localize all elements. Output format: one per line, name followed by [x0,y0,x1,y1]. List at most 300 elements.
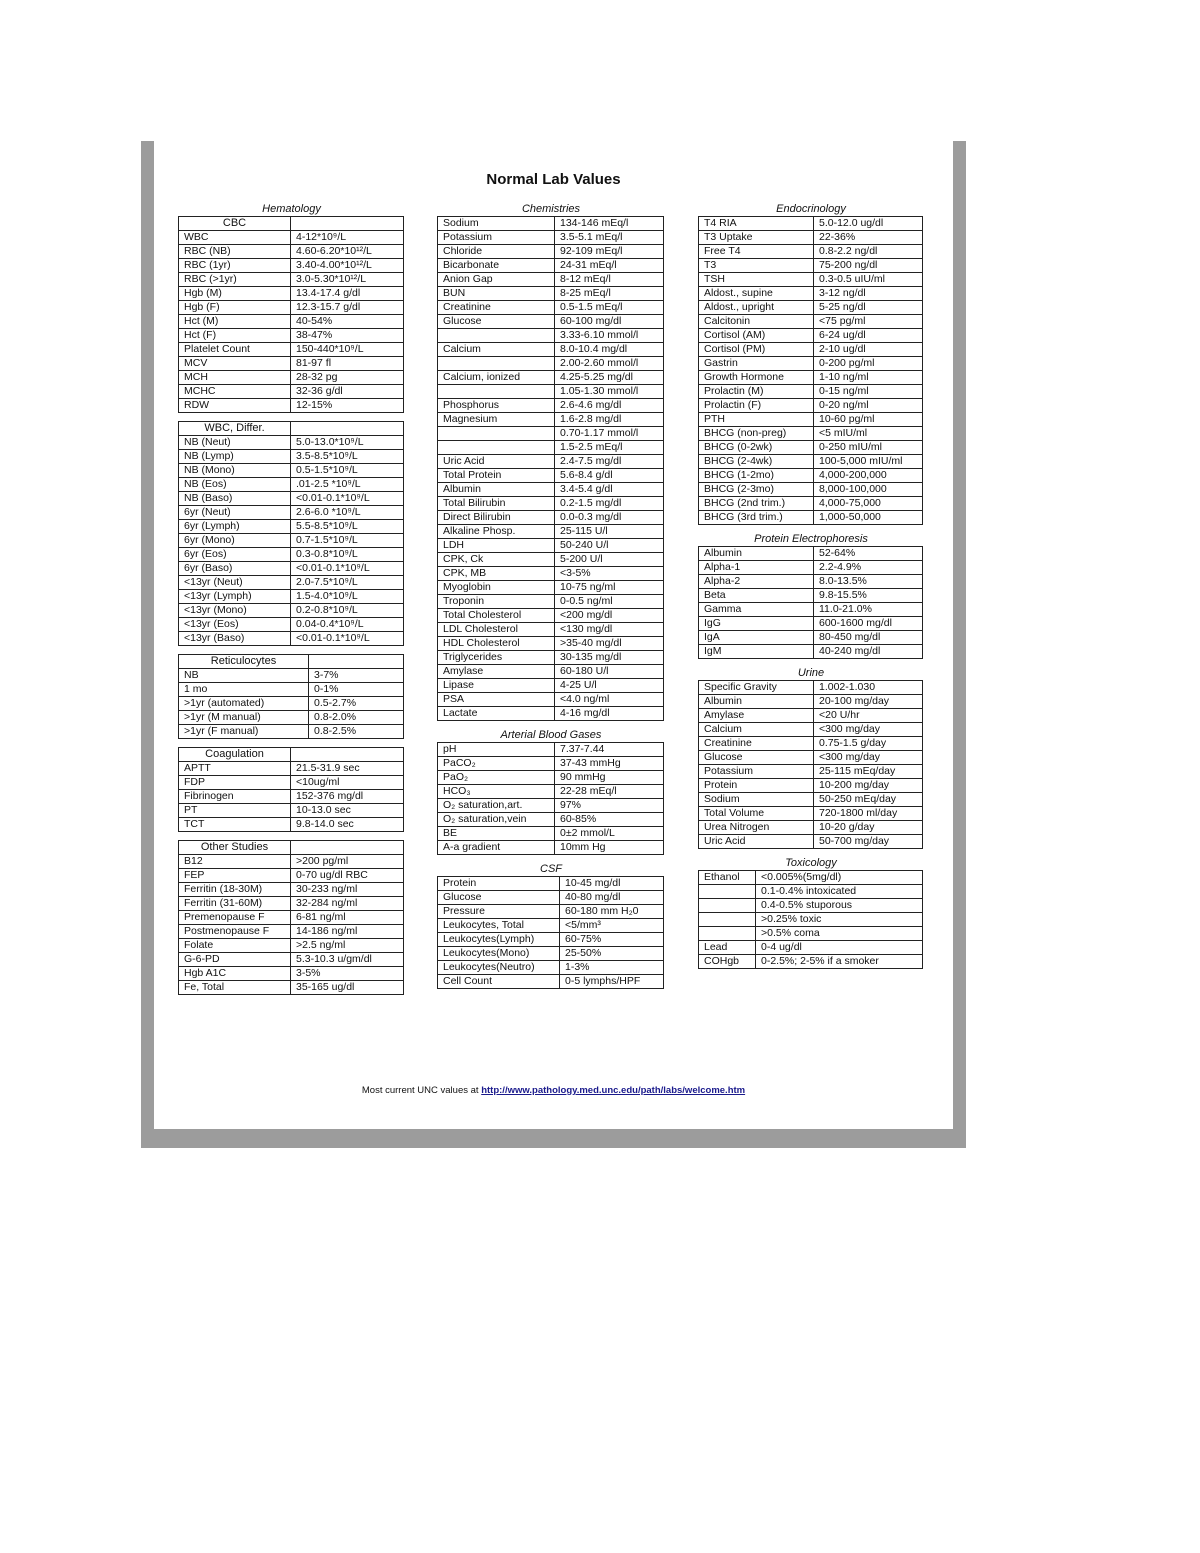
normal-value: 32-284 ng/ml [291,897,404,911]
test-name: Total Volume [699,807,814,821]
normal-value: 21.5-31.9 sec [291,762,404,776]
table-row [438,553,664,567]
test-name: Protein [699,779,814,793]
normal-value: 100-5,000 mIU/ml [814,455,923,469]
normal-value: <300 mg/day [814,723,923,737]
test-name: pH [438,743,555,757]
normal-value: 0.5-1.5*10⁹/L [291,464,404,478]
test-name: CPK, Ck [438,553,555,567]
table-endocrinology [698,216,923,525]
table-row [179,357,404,371]
test-name: Alkaline Phosp. [438,525,555,539]
normal-value: <0.005%(5mg/dl) [756,871,923,885]
table-row [699,835,923,849]
test-name: FDP [179,776,291,790]
table-row [438,427,664,441]
table-row [699,385,923,399]
test-name: BHCG (2-4wk) [699,455,814,469]
normal-value: 0±2 mmol/L [555,827,664,841]
normal-value: 35-165 ug/dl [291,981,404,995]
normal-value: 1.05-1.30 mmol/l [555,385,664,399]
test-name: IgM [699,645,814,659]
table-toxicology [698,870,923,969]
table-row [699,737,923,751]
normal-value: 5.5-8.5*10⁹/L [291,520,404,534]
table-row [438,399,664,413]
normal-value: 0.8-2.2 ng/dl [814,245,923,259]
test-name: >1yr (automated) [179,697,309,711]
normal-value: 60-100 mg/dl [555,315,664,329]
table-header-row [179,655,404,669]
normal-value: <300 mg/day [814,751,923,765]
test-name: Cortisol (AM) [699,329,814,343]
normal-value: 5.6-8.4 g/dl [555,469,664,483]
test-name: Glucose [699,751,814,765]
normal-value: 50-250 mEq/day [814,793,923,807]
table-row [699,399,923,413]
table-row [438,905,664,919]
table-row [179,436,404,450]
normal-value: 32-36 g/dl [291,385,404,399]
test-name: B12 [179,855,291,869]
test-name: Aldost., supine [699,287,814,301]
normal-value: 60-180 mm H₂0 [560,905,664,919]
test-name: Lipase [438,679,555,693]
table-header: CBC [179,217,291,231]
test-name: Hgb (F) [179,301,291,315]
test-name: Albumin [699,695,814,709]
test-name: Gamma [699,603,814,617]
test-name: MCV [179,357,291,371]
test-name: NB (Mono) [179,464,291,478]
table-row [699,469,923,483]
document-page [154,141,953,1129]
test-name: Leukocytes(Mono) [438,947,560,961]
section-title-chemistries: Chemistries [521,203,581,215]
normal-value: 1.6-2.8 mg/dl [555,413,664,427]
test-name: Calcium, ionized [438,371,555,385]
table-row [699,941,923,955]
normal-value: 4-12*10⁹/L [291,231,404,245]
normal-value: 0.1-0.4% intoxicated [756,885,923,899]
table-row [438,483,664,497]
table-row [699,807,923,821]
table-row [438,497,664,511]
table-row [699,343,923,357]
table-row [699,497,923,511]
table-row [438,651,664,665]
table-row [699,357,923,371]
table-row [699,371,923,385]
normal-value: 2-10 ug/dl [814,343,923,357]
test-name: NB (Baso) [179,492,291,506]
test-name [438,427,555,441]
test-name [699,885,756,899]
normal-value: 3.0-5.30*10¹²/L [291,273,404,287]
test-name: Total Cholesterol [438,609,555,623]
normal-value: 81-97 fl [291,357,404,371]
table-row [438,567,664,581]
test-name: CPK, MB [438,567,555,581]
test-name: Lead [699,941,756,955]
test-name: Aldost., upright [699,301,814,315]
table-row [179,478,404,492]
normal-value: <130 mg/dl [555,623,664,637]
test-name: BUN [438,287,555,301]
table-row [179,385,404,399]
document-frame [141,141,966,1148]
normal-value: <5/mm³ [560,919,664,933]
test-name: TSH [699,273,814,287]
test-name: 6yr (Lymph) [179,520,291,534]
test-name: Hgb (M) [179,287,291,301]
normal-value: <4.0 ng/ml [555,693,664,707]
normal-value: 0-250 mIU/ml [814,441,923,455]
table-row [699,603,923,617]
table-row [699,927,923,941]
footer-link[interactable]: http://www.pathology.med.unc.edu/path/labs/welcome.htm [481,1085,746,1096]
normal-value: 0-4 ug/dl [756,941,923,955]
table-row [699,793,923,807]
table-row [438,771,664,785]
test-name: Creatinine [438,301,555,315]
table-row [179,371,404,385]
table-row [438,827,664,841]
table-row [179,790,404,804]
normal-value: 97% [555,799,664,813]
table-row [179,855,404,869]
table-row [179,683,404,697]
table-row [438,595,664,609]
table-row [179,273,404,287]
table-row [179,315,404,329]
table-row [179,776,404,790]
table-row [179,590,404,604]
column-hematology [178,203,405,995]
test-name: MCH [179,371,291,385]
table-row [438,343,664,357]
table-row [179,669,404,683]
normal-value: 6-81 ng/ml [291,911,404,925]
normal-value: 75-200 ng/dl [814,259,923,273]
normal-value: 0-2.5%; 2-5% if a smoker [756,955,923,969]
normal-value: 24-31 mEq/l [555,259,664,273]
table-row [179,967,404,981]
table-header: Reticulocytes [179,655,309,669]
normal-value: 8-12 mEq/l [555,273,664,287]
table-row [438,385,664,399]
table-row [179,576,404,590]
normal-value: 4,000-75,000 [814,497,923,511]
table-row [438,961,664,975]
normal-value: 6-24 ug/dl [814,329,923,343]
normal-value: 9.8-15.5% [814,589,923,603]
test-name: PaCO₂ [438,757,555,771]
table-row [699,617,923,631]
normal-value: 0.2-1.5 mg/dl [555,497,664,511]
normal-value: 12-15% [291,399,404,413]
test-name: Potassium [699,765,814,779]
table-row [438,245,664,259]
table-row [438,539,664,553]
normal-value: 0.0-0.3 mg/dl [555,511,664,525]
normal-value: 720-1800 ml/day [814,807,923,821]
test-name: BHCG (1-2mo) [699,469,814,483]
normal-value: 0.5-2.7% [309,697,404,711]
normal-value: 1.5-4.0*10⁹/L [291,590,404,604]
test-name [438,385,555,399]
table-header-blank [291,748,404,762]
test-name: A-a gradient [438,841,555,855]
normal-value: 1.002-1.030 [814,681,923,695]
table-row [699,427,923,441]
test-name: NB (Neut) [179,436,291,450]
table-row [179,329,404,343]
normal-value: 5-25 ng/dl [814,301,923,315]
table-row [179,450,404,464]
normal-value: 10-13.0 sec [291,804,404,818]
table-row [179,562,404,576]
normal-value: 1.5-2.5 mEq/l [555,441,664,455]
normal-value: 10-45 mg/dl [560,877,664,891]
table-header: Other Studies [179,841,291,855]
table-row [438,609,664,623]
test-name: O₂ saturation,art. [438,799,555,813]
table-row [179,548,404,562]
table-row [699,871,923,885]
table-row [699,301,923,315]
table-header-row [179,422,404,436]
test-name: Lactate [438,707,555,721]
table-header-blank [291,841,404,855]
test-name: Ferritin (31-60M) [179,897,291,911]
normal-value: >200 pg/ml [291,855,404,869]
normal-value: 12.3-15.7 g/dl [291,301,404,315]
test-name: PaO₂ [438,771,555,785]
normal-value: 25-115 U/l [555,525,664,539]
table-row [438,315,664,329]
test-name: Premenopause F [179,911,291,925]
test-name [699,899,756,913]
normal-value: 10-20 g/day [814,821,923,835]
section-title-endocrinology: Endocrinology [776,203,846,215]
test-name: Creatinine [699,737,814,751]
table-row [179,869,404,883]
test-name: BE [438,827,555,841]
table-row [699,245,923,259]
normal-value: 22-28 mEq/l [555,785,664,799]
table-row [699,955,923,969]
test-name: BHCG (2-3mo) [699,483,814,497]
table-header-row [179,217,404,231]
table-row [179,981,404,995]
normal-value: 0.7-1.5*10⁹/L [291,534,404,548]
normal-value: 20-100 mg/day [814,695,923,709]
normal-value: 0.3-0.5 uIU/ml [814,273,923,287]
table-row [438,799,664,813]
test-name: <13yr (Lymph) [179,590,291,604]
test-name: Prolactin (F) [699,399,814,413]
table-row [438,259,664,273]
normal-value: 8.0-13.5% [814,575,923,589]
table-row [179,818,404,832]
normal-value: 13.4-17.4 g/dl [291,287,404,301]
normal-value: 4-16 mg/dl [555,707,664,721]
table-row [179,618,404,632]
test-name: 6yr (Neut) [179,506,291,520]
normal-value: .01-2.5 *10⁹/L [291,478,404,492]
normal-value: 3-7% [309,669,404,683]
test-name: Leukocytes(Neutro) [438,961,560,975]
test-name: O₂ saturation,vein [438,813,555,827]
normal-value: <3-5% [555,567,664,581]
normal-value: 0.4-0.5% stuporous [756,899,923,913]
test-name: Leukocytes(Lymph) [438,933,560,947]
normal-value: 0-70 ug/dl RBC [291,869,404,883]
normal-value: 3-5% [291,967,404,981]
table-row [179,804,404,818]
test-name: MCHC [179,385,291,399]
test-name: Total Bilirubin [438,497,555,511]
test-name: Gastrin [699,357,814,371]
table-row [438,743,664,757]
table-reticulocytes [178,654,404,739]
test-name: TCT [179,818,291,832]
table-protein-electrophoresis [698,546,923,659]
table-row [179,697,404,711]
table-row [438,665,664,679]
normal-value: <0.01-0.1*10⁹/L [291,562,404,576]
test-name: RDW [179,399,291,413]
test-name: PSA [438,693,555,707]
table-row [179,883,404,897]
table-row [179,604,404,618]
table-row [438,455,664,469]
normal-value: 10-200 mg/day [814,779,923,793]
test-name: Myoglobin [438,581,555,595]
table-row [438,975,664,989]
table-row [438,947,664,961]
table-row [438,217,664,231]
test-name: Cortisol (PM) [699,343,814,357]
normal-value: 3-12 ng/dl [814,287,923,301]
table-row [438,877,664,891]
table-row [699,547,923,561]
test-name: Total Protein [438,469,555,483]
normal-value: 50-240 U/l [555,539,664,553]
normal-value: >0.5% coma [756,927,923,941]
normal-value: 0.75-1.5 g/day [814,737,923,751]
table-row [179,762,404,776]
normal-value: 4,000-200,000 [814,469,923,483]
table-row [699,695,923,709]
normal-value: 4.60-6.20*10¹²/L [291,245,404,259]
test-name: Fibrinogen [179,790,291,804]
table-row [179,897,404,911]
table-row [438,785,664,799]
test-name: T3 Uptake [699,231,814,245]
normal-value: 1-3% [560,961,664,975]
normal-value: 8-25 mEq/l [555,287,664,301]
normal-value: 2.6-4.6 mg/dl [555,399,664,413]
table-chemistries [437,216,664,721]
test-name: Sodium [699,793,814,807]
test-name: Sodium [438,217,555,231]
table-row [438,813,664,827]
table-row [699,885,923,899]
table-row [179,464,404,478]
test-name: Platelet Count [179,343,291,357]
table-row [438,413,664,427]
test-name: RBC (1yr) [179,259,291,273]
test-name: NB (Lymp) [179,450,291,464]
table-row [699,231,923,245]
normal-value: 40-240 mg/dl [814,645,923,659]
table-row [699,511,923,525]
normal-value: 90 mmHg [555,771,664,785]
test-name: PT [179,804,291,818]
normal-value: 28-32 pg [291,371,404,385]
test-name: Postmenopause F [179,925,291,939]
normal-value: 60-180 U/l [555,665,664,679]
test-name: HDL Cholesterol [438,637,555,651]
normal-value: 3.5-5.1 mEq/l [555,231,664,245]
table-row [699,287,923,301]
test-name: >1yr (F manual) [179,725,309,739]
normal-value: 60-75% [560,933,664,947]
table-row [699,723,923,737]
test-name: Albumin [699,547,814,561]
test-name: Alpha-1 [699,561,814,575]
test-name: Cell Count [438,975,560,989]
test-name: IgA [699,631,814,645]
table-header-row [179,748,404,762]
normal-value: 30-233 ng/ml [291,883,404,897]
test-name: PTH [699,413,814,427]
normal-value: 2.0-7.5*10⁹/L [291,576,404,590]
test-name: Glucose [438,891,560,905]
footer-text: Most current UNC values at [361,1085,479,1096]
table-row [438,469,664,483]
table-row [699,455,923,469]
test-name: Bicarbonate [438,259,555,273]
section-title-urine: Urine [797,667,825,679]
normal-value: >0.25% toxic [756,913,923,927]
table-row [179,911,404,925]
table-row [438,301,664,315]
test-name: T3 [699,259,814,273]
test-name: Beta [699,589,814,603]
test-name: BHCG (3rd trim.) [699,511,814,525]
test-name: RBC (NB) [179,245,291,259]
test-name: Calcitonin [699,315,814,329]
table-row [699,329,923,343]
column-chemistries [437,203,665,989]
table-row [179,245,404,259]
normal-value: 134-146 mEq/l [555,217,664,231]
normal-value: 5.3-10.3 u/gm/dl [291,953,404,967]
footer [154,1085,953,1096]
test-name: 1 mo [179,683,309,697]
section-title-protein-electrophoresis: Protein Electrophoresis [754,533,868,545]
normal-value: <0.01-0.1*10⁹/L [291,632,404,646]
table-header: Coagulation [179,748,291,762]
normal-value: 0.5-1.5 mEq/l [555,301,664,315]
normal-value: 0-200 pg/ml [814,357,923,371]
table-row [438,357,664,371]
table-row [438,525,664,539]
normal-value: 0.04-0.4*10⁹/L [291,618,404,632]
